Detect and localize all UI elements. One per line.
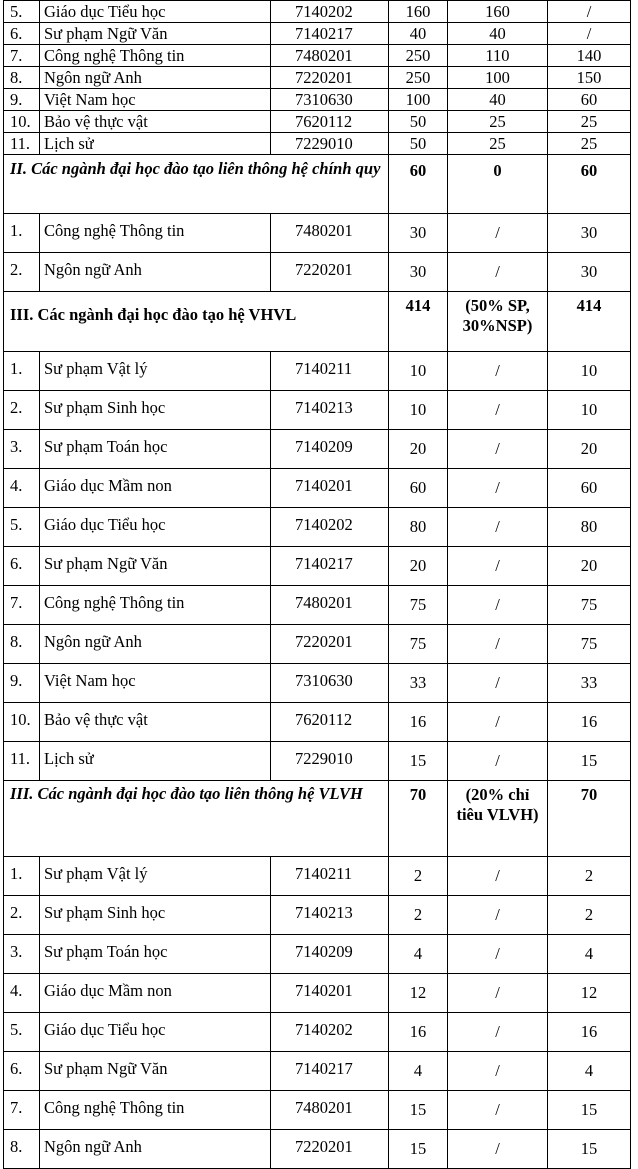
row-number: 1. (4, 214, 40, 253)
quota-total: 2 (389, 857, 448, 896)
quota-last: 140 (548, 45, 631, 67)
major-code: 7229010 (271, 742, 389, 781)
row-number: 1. (4, 857, 40, 896)
enrollment-quota-table (3, 0, 631, 1169)
table-row (4, 1052, 631, 1091)
major-code: 7480201 (271, 45, 389, 67)
quota-mid: / (448, 1091, 548, 1130)
table-row (4, 1, 631, 23)
table-row (4, 974, 631, 1013)
table-row (4, 1130, 631, 1169)
major-name: Công nghệ Thông tin (40, 214, 271, 253)
quota-mid: / (448, 469, 548, 508)
quota-last: 80 (548, 508, 631, 547)
quota-mid: 100 (448, 67, 548, 89)
major-name: Ngôn ngữ Anh (40, 1130, 271, 1169)
quota-total: 15 (389, 1091, 448, 1130)
table-row (4, 586, 631, 625)
quota-total: 12 (389, 974, 448, 1013)
quota-total: 2 (389, 896, 448, 935)
quota-mid: / (448, 214, 548, 253)
major-name: Sư phạm Ngữ Văn (40, 547, 271, 586)
major-name: Giáo dục Tiểu học (40, 508, 271, 547)
major-name: Công nghệ Thông tin (40, 586, 271, 625)
quota-total: 4 (389, 935, 448, 974)
row-number: 9. (4, 664, 40, 703)
quota-last: 16 (548, 1013, 631, 1052)
major-code: 7140201 (271, 974, 389, 1013)
table-row (4, 857, 631, 896)
major-name: Công nghệ Thông tin (40, 1091, 271, 1130)
quota-last: 4 (548, 1052, 631, 1091)
major-code: 7140217 (271, 547, 389, 586)
row-number: 11. (4, 133, 40, 155)
quota-total: 60 (389, 469, 448, 508)
quota-mid: / (448, 1013, 548, 1052)
quota-mid: / (448, 935, 548, 974)
quota-mid: / (448, 1052, 548, 1091)
section-total: 70 (389, 781, 448, 857)
quota-last: 25 (548, 133, 631, 155)
major-name: Ngôn ngữ Anh (40, 625, 271, 664)
quota-mid: / (448, 703, 548, 742)
major-code: 7229010 (271, 133, 389, 155)
row-number: 1. (4, 352, 40, 391)
quota-mid: / (448, 1130, 548, 1169)
table-row (4, 45, 631, 67)
major-code: 7140217 (271, 1052, 389, 1091)
quota-last: 15 (548, 1091, 631, 1130)
section-last: 70 (548, 781, 631, 857)
row-number: 7. (4, 1091, 40, 1130)
section-mid: (20% chỉ tiêu VLVH) (448, 781, 548, 857)
major-name: Sư phạm Vật lý (40, 857, 271, 896)
section-title: III. Các ngành đại học đào tạo hệ VHVL (4, 292, 389, 352)
quota-last: 75 (548, 625, 631, 664)
quota-total: 75 (389, 586, 448, 625)
quota-last: 2 (548, 896, 631, 935)
quota-mid: / (448, 508, 548, 547)
quota-mid: / (448, 352, 548, 391)
quota-mid: 25 (448, 133, 548, 155)
major-name: Lịch sử (40, 133, 271, 155)
quota-total: 4 (389, 1052, 448, 1091)
major-code: 7140202 (271, 508, 389, 547)
major-name: Sư phạm Sinh học (40, 391, 271, 430)
row-number: 6. (4, 547, 40, 586)
major-code: 7220201 (271, 625, 389, 664)
table-row (4, 133, 631, 155)
major-name: Sư phạm Ngữ Văn (40, 1052, 271, 1091)
major-code: 7480201 (271, 214, 389, 253)
row-number: 10. (4, 111, 40, 133)
quota-mid: / (448, 253, 548, 292)
row-number: 5. (4, 1013, 40, 1052)
quota-last: 60 (548, 469, 631, 508)
table-row (4, 625, 631, 664)
major-code: 7620112 (271, 111, 389, 133)
table-row (4, 23, 631, 45)
table-row (4, 253, 631, 292)
table-row (4, 935, 631, 974)
major-name: Sư phạm Vật lý (40, 352, 271, 391)
quota-total: 33 (389, 664, 448, 703)
row-number: 8. (4, 625, 40, 664)
quota-last: 25 (548, 111, 631, 133)
quota-total: 250 (389, 67, 448, 89)
row-number: 6. (4, 1052, 40, 1091)
major-name: Giáo dục Tiểu học (40, 1, 271, 23)
major-name: Ngôn ngữ Anh (40, 67, 271, 89)
table-row (4, 547, 631, 586)
quota-total: 16 (389, 1013, 448, 1052)
table-row (4, 664, 631, 703)
table-row (4, 896, 631, 935)
major-code: 7140202 (271, 1, 389, 23)
major-code: 7620112 (271, 703, 389, 742)
quota-mid: 40 (448, 89, 548, 111)
major-code: 7140211 (271, 857, 389, 896)
table-row (4, 67, 631, 89)
major-name: Lịch sử (40, 742, 271, 781)
quota-mid: 110 (448, 45, 548, 67)
section-header-row (4, 292, 631, 352)
quota-total: 15 (389, 742, 448, 781)
section-last: 414 (548, 292, 631, 352)
section-header-row (4, 155, 631, 214)
section-mid: (50% SP, 30%NSP) (448, 292, 548, 352)
quota-total: 10 (389, 352, 448, 391)
row-number: 2. (4, 253, 40, 292)
quota-last: 30 (548, 253, 631, 292)
section-title: III. Các ngành đại học đào tạo liên thông hệ VLVH (4, 781, 389, 857)
major-code: 7140202 (271, 1013, 389, 1052)
major-name: Sư phạm Sinh học (40, 896, 271, 935)
section-last: 60 (548, 155, 631, 214)
major-name: Ngôn ngữ Anh (40, 253, 271, 292)
row-number: 5. (4, 1, 40, 23)
quota-total: 20 (389, 547, 448, 586)
table-row (4, 1091, 631, 1130)
major-name: Giáo dục Mầm non (40, 469, 271, 508)
quota-last: 150 (548, 67, 631, 89)
quota-mid: / (448, 430, 548, 469)
row-number: 10. (4, 703, 40, 742)
major-name: Giáo dục Mầm non (40, 974, 271, 1013)
row-number: 7. (4, 45, 40, 67)
quota-last: 33 (548, 664, 631, 703)
row-number: 9. (4, 89, 40, 111)
quota-last: 60 (548, 89, 631, 111)
quota-last: / (548, 23, 631, 45)
row-number: 11. (4, 742, 40, 781)
major-code: 7220201 (271, 1130, 389, 1169)
row-number: 7. (4, 586, 40, 625)
quota-last: 10 (548, 352, 631, 391)
major-code: 7140211 (271, 352, 389, 391)
major-name: Giáo dục Tiểu học (40, 1013, 271, 1052)
row-number: 2. (4, 391, 40, 430)
quota-total: 10 (389, 391, 448, 430)
quota-total: 20 (389, 430, 448, 469)
section-title: II. Các ngành đại học đào tạo liên thông hệ chính quy (4, 155, 389, 214)
quota-last: 15 (548, 742, 631, 781)
quota-last: 75 (548, 586, 631, 625)
quota-mid: 160 (448, 1, 548, 23)
table-row (4, 469, 631, 508)
quota-last: 15 (548, 1130, 631, 1169)
table-row (4, 391, 631, 430)
quota-mid: / (448, 896, 548, 935)
major-code: 7310630 (271, 664, 389, 703)
row-number: 3. (4, 430, 40, 469)
major-code: 7140217 (271, 23, 389, 45)
quota-mid: / (448, 664, 548, 703)
table-row (4, 352, 631, 391)
section-header-row (4, 781, 631, 857)
table-row (4, 508, 631, 547)
quota-total: 30 (389, 253, 448, 292)
quota-total: 30 (389, 214, 448, 253)
quota-total: 16 (389, 703, 448, 742)
major-name: Công nghệ Thông tin (40, 45, 271, 67)
major-code: 7220201 (271, 253, 389, 292)
quota-mid: / (448, 547, 548, 586)
quota-last: 20 (548, 430, 631, 469)
quota-total: 160 (389, 1, 448, 23)
table-row (4, 430, 631, 469)
quota-last: 16 (548, 703, 631, 742)
major-code: 7140213 (271, 896, 389, 935)
table-row (4, 742, 631, 781)
table-row (4, 111, 631, 133)
quota-mid: / (448, 974, 548, 1013)
row-number: 5. (4, 508, 40, 547)
major-code: 7310630 (271, 89, 389, 111)
quota-mid: / (448, 857, 548, 896)
major-code: 7480201 (271, 586, 389, 625)
major-name: Sư phạm Ngữ Văn (40, 23, 271, 45)
table-row (4, 214, 631, 253)
quota-total: 40 (389, 23, 448, 45)
quota-last: 20 (548, 547, 631, 586)
quota-mid: / (448, 391, 548, 430)
quota-total: 75 (389, 625, 448, 664)
quota-total: 15 (389, 1130, 448, 1169)
quota-mid: / (448, 742, 548, 781)
quota-last: 12 (548, 974, 631, 1013)
row-number: 6. (4, 23, 40, 45)
table-row (4, 1013, 631, 1052)
major-name: Bảo vệ thực vật (40, 111, 271, 133)
major-name: Việt Nam học (40, 89, 271, 111)
table-row (4, 89, 631, 111)
row-number: 2. (4, 896, 40, 935)
quota-total: 250 (389, 45, 448, 67)
major-code: 7140209 (271, 430, 389, 469)
major-name: Sư phạm Toán học (40, 935, 271, 974)
row-number: 4. (4, 469, 40, 508)
major-code: 7480201 (271, 1091, 389, 1130)
row-number: 8. (4, 1130, 40, 1169)
quota-total: 80 (389, 508, 448, 547)
major-code: 7140209 (271, 935, 389, 974)
section-total: 414 (389, 292, 448, 352)
quota-total: 50 (389, 111, 448, 133)
quota-total: 50 (389, 133, 448, 155)
quota-total: 100 (389, 89, 448, 111)
row-number: 3. (4, 935, 40, 974)
quota-last: / (548, 1, 631, 23)
major-name: Việt Nam học (40, 664, 271, 703)
major-name: Bảo vệ thực vật (40, 703, 271, 742)
quota-mid: / (448, 586, 548, 625)
quota-mid: 40 (448, 23, 548, 45)
major-code: 7140201 (271, 469, 389, 508)
quota-last: 4 (548, 935, 631, 974)
quota-mid: 25 (448, 111, 548, 133)
major-code: 7140213 (271, 391, 389, 430)
quota-mid: / (448, 625, 548, 664)
section-mid: 0 (448, 155, 548, 214)
major-name: Sư phạm Toán học (40, 430, 271, 469)
quota-last: 30 (548, 214, 631, 253)
table-row (4, 703, 631, 742)
row-number: 8. (4, 67, 40, 89)
major-code: 7220201 (271, 67, 389, 89)
quota-last: 10 (548, 391, 631, 430)
quota-last: 2 (548, 857, 631, 896)
row-number: 4. (4, 974, 40, 1013)
section-total: 60 (389, 155, 448, 214)
